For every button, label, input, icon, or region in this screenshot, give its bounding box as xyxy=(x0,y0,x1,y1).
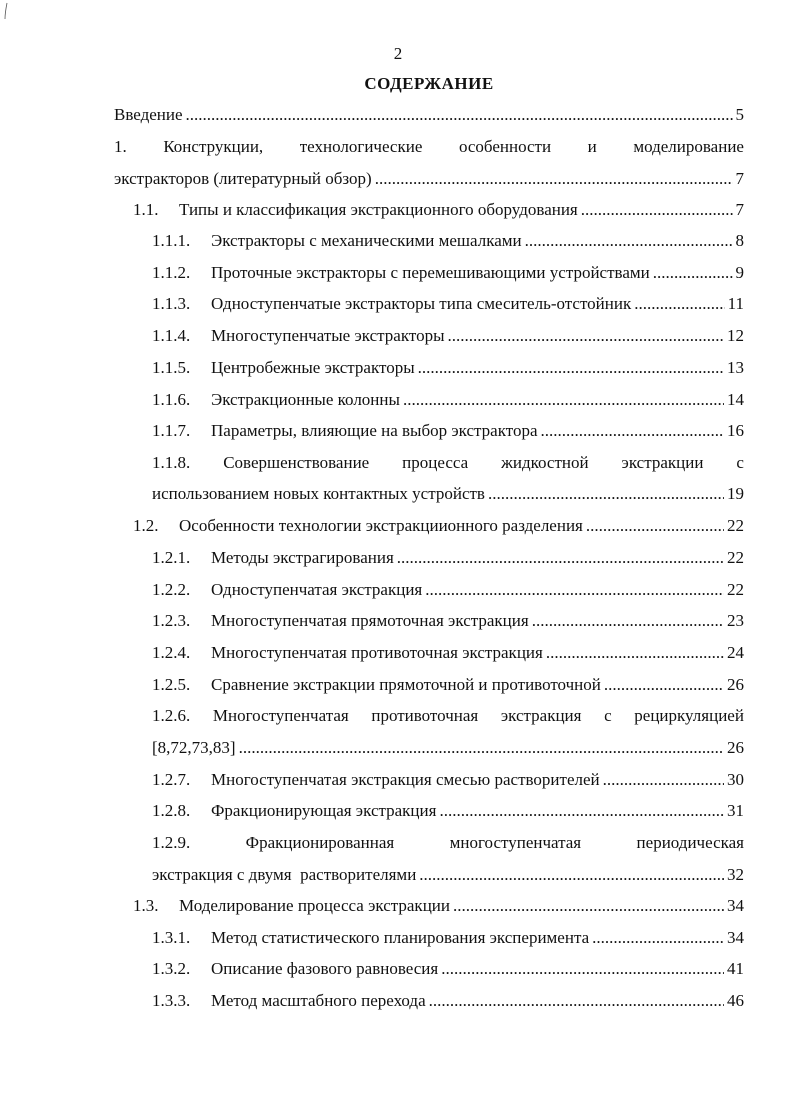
toc-entry-1-1[interactable] xyxy=(133,200,744,224)
toc-leader-dots xyxy=(419,865,724,885)
toc-leader-dots xyxy=(592,928,724,948)
toc-entry-text: Одноступенчатые экстракторы типа смеситель-отстойник xyxy=(211,294,632,313)
toc-entry-1-2[interactable] xyxy=(133,516,744,540)
toc-entry-text: Параметры, влияющие на выбор экстрактора xyxy=(211,421,538,440)
toc-entry-page: 14 xyxy=(727,390,744,409)
toc-entry-page: 9 xyxy=(735,263,744,282)
toc-leader-dots xyxy=(653,263,733,283)
toc-entry-word: процесса xyxy=(402,453,469,472)
toc-entry-text: использованием новых контактных устройств xyxy=(152,484,485,503)
toc-entry-1-3-1[interactable] xyxy=(152,928,744,952)
toc-leader-dots xyxy=(418,358,724,378)
toc-entry-word: Совершенствование xyxy=(223,453,370,472)
toc-entry-number: 1.3. xyxy=(133,896,159,915)
toc-entry-text: Многоступенчатая прямоточная экстракция xyxy=(211,611,529,630)
toc-entry-text: Метод масштабного перехода xyxy=(211,991,426,1010)
toc-entry-page: 16 xyxy=(727,421,744,440)
toc-entry-page: 22 xyxy=(727,516,744,535)
toc-entry-page: 22 xyxy=(727,580,744,599)
toc-entry-text: Многоступенчатая противоточная экстракция xyxy=(211,643,543,662)
toc-entry-1-2-1[interactable] xyxy=(152,548,744,572)
toc-entry-introduction[interactable] xyxy=(114,105,744,129)
toc-entry-text: Многоступенчатые экстракторы xyxy=(211,326,445,345)
toc-leader-dots xyxy=(453,896,724,916)
toc-entry-page: 32 xyxy=(727,865,744,884)
toc-entry-number: 1.1.1. xyxy=(152,231,191,250)
toc-leader-dots xyxy=(425,580,724,600)
toc-entry-word: моделирование xyxy=(633,137,744,156)
toc-entry-1-1-2[interactable] xyxy=(152,263,744,287)
toc-entry-text: Введение xyxy=(114,105,183,124)
toc-entry-number: 1.1.4. xyxy=(152,326,191,345)
toc-leader-dots xyxy=(441,959,724,979)
toc-entry-word: Многоступенчатая xyxy=(212,706,349,725)
toc-entry-word: с xyxy=(736,453,744,472)
toc-entry-number: 1.2.9. xyxy=(152,833,191,852)
toc-entry-text: Метод статистического планирования эксперимента xyxy=(211,928,590,947)
toc-entry-text: Проточные экстракторы с перемешивающими устройствами xyxy=(211,263,650,282)
toc-entry-1-2-2[interactable] xyxy=(152,580,744,604)
toc-entry-text: Экстракторы с механическими мешалками xyxy=(211,231,522,250)
toc-entry-number: 1.3.1. xyxy=(152,928,191,947)
toc-leader-dots xyxy=(239,738,724,758)
toc-leader-dots xyxy=(541,421,724,441)
toc-leader-dots xyxy=(581,200,733,220)
toc-leader-dots xyxy=(403,390,724,410)
toc-entry-word: экстракция xyxy=(500,706,582,725)
toc-entry-page: 19 xyxy=(727,484,744,503)
toc-entry-page: 26 xyxy=(727,675,744,694)
toc-entry-chapter-1-cont[interactable] xyxy=(114,169,744,193)
toc-entry-1-2-3[interactable] xyxy=(152,611,744,635)
toc-entry-page: 8 xyxy=(735,231,744,250)
toc-entry-1-2-5[interactable] xyxy=(152,675,744,699)
toc-entry-1-3-2[interactable] xyxy=(152,959,744,983)
toc-entry-page: 7 xyxy=(735,200,744,219)
toc-leader-dots xyxy=(532,611,724,631)
toc-entry-1-1-1[interactable] xyxy=(152,231,744,255)
toc-entry-1-1-6[interactable] xyxy=(152,390,744,414)
scan-pen-mark xyxy=(4,2,8,20)
page-number: 2 xyxy=(393,44,403,63)
toc-entry-1-3[interactable] xyxy=(133,896,744,920)
toc-entry-1-1-7[interactable] xyxy=(152,421,744,445)
toc-entry-number: 1.1.7. xyxy=(152,421,191,440)
toc-leader-dots xyxy=(448,326,724,346)
toc-entry-chapter-1[interactable] xyxy=(114,137,744,161)
toc-entry-1-1-5[interactable] xyxy=(152,358,744,382)
toc-entry-page: 11 xyxy=(727,294,744,313)
toc-entry-1-2-6-cont[interactable] xyxy=(152,738,744,762)
toc-entry-page: 24 xyxy=(727,643,744,662)
toc-leader-dots xyxy=(439,801,724,821)
toc-entry-page: 31 xyxy=(727,801,744,820)
toc-entry-page: 12 xyxy=(727,326,744,345)
toc-entry-1-2-4[interactable] xyxy=(152,643,744,667)
toc-entry-number: 1.1.5. xyxy=(152,358,191,377)
toc-entry-word: противоточная xyxy=(371,706,479,725)
toc-leader-dots xyxy=(375,169,733,189)
toc-entry-page: 23 xyxy=(727,611,744,630)
toc-entry-page: 7 xyxy=(735,169,744,188)
toc-entry-page: 41 xyxy=(727,959,744,978)
toc-leader-dots xyxy=(397,548,724,568)
toc-entry-number: 1.2.2. xyxy=(152,580,191,599)
toc-entry-number: 1.2. xyxy=(133,516,159,535)
toc-entry-1-1-8-cont[interactable] xyxy=(152,484,744,508)
toc-entry-1-2-9-cont[interactable] xyxy=(152,865,744,889)
toc-entry-page: 46 xyxy=(727,991,744,1010)
toc-entry-number: 1.1.3. xyxy=(152,294,191,313)
toc-entry-number: 1.1.2. xyxy=(152,263,191,282)
toc-entry-text: экстракция с двумя растворителями xyxy=(152,865,417,884)
toc-entry-number: 1.2.1. xyxy=(152,548,191,567)
toc-entry-text: Одноступенчатая экстракция xyxy=(211,580,423,599)
toc-entry-page: 22 xyxy=(727,548,744,567)
toc-leader-dots xyxy=(603,770,724,790)
toc-leader-dots xyxy=(604,675,724,695)
toc-entry-word: жидкостной xyxy=(501,453,589,472)
toc-entry-text: Моделирование процесса экстракции xyxy=(179,896,450,915)
toc-leader-dots xyxy=(488,484,724,504)
toc-leader-dots xyxy=(546,643,724,663)
toc-entry-number: 1.3.2. xyxy=(152,959,191,978)
toc-entry-page: 34 xyxy=(727,896,744,915)
toc-entry-1-1-8[interactable] xyxy=(152,453,744,477)
toc-entry-text: Сравнение экстракции прямоточной и противоточной xyxy=(211,675,601,694)
toc-leader-dots xyxy=(429,991,724,1011)
toc-entry-word: и xyxy=(587,137,597,156)
toc-entry-number: 1.1.8. xyxy=(152,453,191,472)
toc-entry-number: 1.2.6. xyxy=(152,706,191,725)
toc-entry-number: 1.2.8. xyxy=(152,801,191,820)
toc-entry-text: Типы и классификация экстракционного оборудования xyxy=(179,200,578,219)
toc-entry-number: 1.2.5. xyxy=(152,675,191,694)
toc-entry-text: Методы экстрагирования xyxy=(211,548,394,567)
toc-entry-number: 1.1. xyxy=(133,200,159,219)
toc-entry-number: 1.2.3. xyxy=(152,611,191,630)
toc-entry-word: многоступенчатая xyxy=(449,833,582,852)
toc-entry-word: особенности xyxy=(458,137,552,156)
toc-leader-dots xyxy=(634,294,724,314)
toc-entry-text: Многоступенчатая экстракция смесью растворителей xyxy=(211,770,600,789)
toc-entry-word: с xyxy=(604,706,612,725)
toc-entry-page: 30 xyxy=(727,770,744,789)
toc-entry-page: 13 xyxy=(727,358,744,377)
toc-leader-dots xyxy=(186,105,733,125)
toc-entry-1-2-9[interactable] xyxy=(152,833,744,857)
toc-leader-dots xyxy=(586,516,724,536)
toc-entry-number: 1.2.4. xyxy=(152,643,191,662)
toc-entry-text: [8,72,73,83] xyxy=(152,738,236,757)
toc-entry-text: экстракторов (литературный обзор) xyxy=(114,169,372,188)
toc-entry-page: 34 xyxy=(727,928,744,947)
toc-entry-text: Описание фазового равновесия xyxy=(211,959,439,978)
toc-entry-word: экстракции xyxy=(621,453,704,472)
toc-entry-number: 1.2.7. xyxy=(152,770,191,789)
toc-entry-number: 1.3.3. xyxy=(152,991,191,1010)
toc-entry-1-3-3[interactable] xyxy=(152,991,744,1015)
toc-entry-text: Фракционирующая экстракция xyxy=(211,801,437,820)
toc-entry-text: Экстракционные колонны xyxy=(211,390,400,409)
toc-entry-text: Центробежные экстракторы xyxy=(211,358,415,377)
toc-entry-1-1-4[interactable] xyxy=(152,326,744,350)
toc-entry-word: периодическая xyxy=(636,833,744,852)
toc-entry-1-1-3[interactable] xyxy=(152,294,744,318)
toc-entry-word: технологические xyxy=(299,137,423,156)
toc-entry-word: Конструкции, xyxy=(163,137,264,156)
page-title: СОДЕРЖАНИЕ xyxy=(364,74,494,93)
toc-entry-1-2-6[interactable] xyxy=(152,706,744,730)
toc-entry-page: 5 xyxy=(735,105,744,124)
toc-leader-dots xyxy=(525,231,733,251)
toc-entry-word: Фракционированная xyxy=(245,833,395,852)
toc-entry-number: 1.1.6. xyxy=(152,390,191,409)
toc-entry-page: 26 xyxy=(727,738,744,757)
toc-entry-text: Особенности технологии экстракциионного разделения xyxy=(179,516,583,535)
toc-entry-1-2-8[interactable] xyxy=(152,801,744,825)
toc-entry-word: рециркуляцией xyxy=(634,706,744,725)
toc-entry-1-2-7[interactable] xyxy=(152,770,744,794)
toc-entry-number: 1. xyxy=(114,137,127,156)
